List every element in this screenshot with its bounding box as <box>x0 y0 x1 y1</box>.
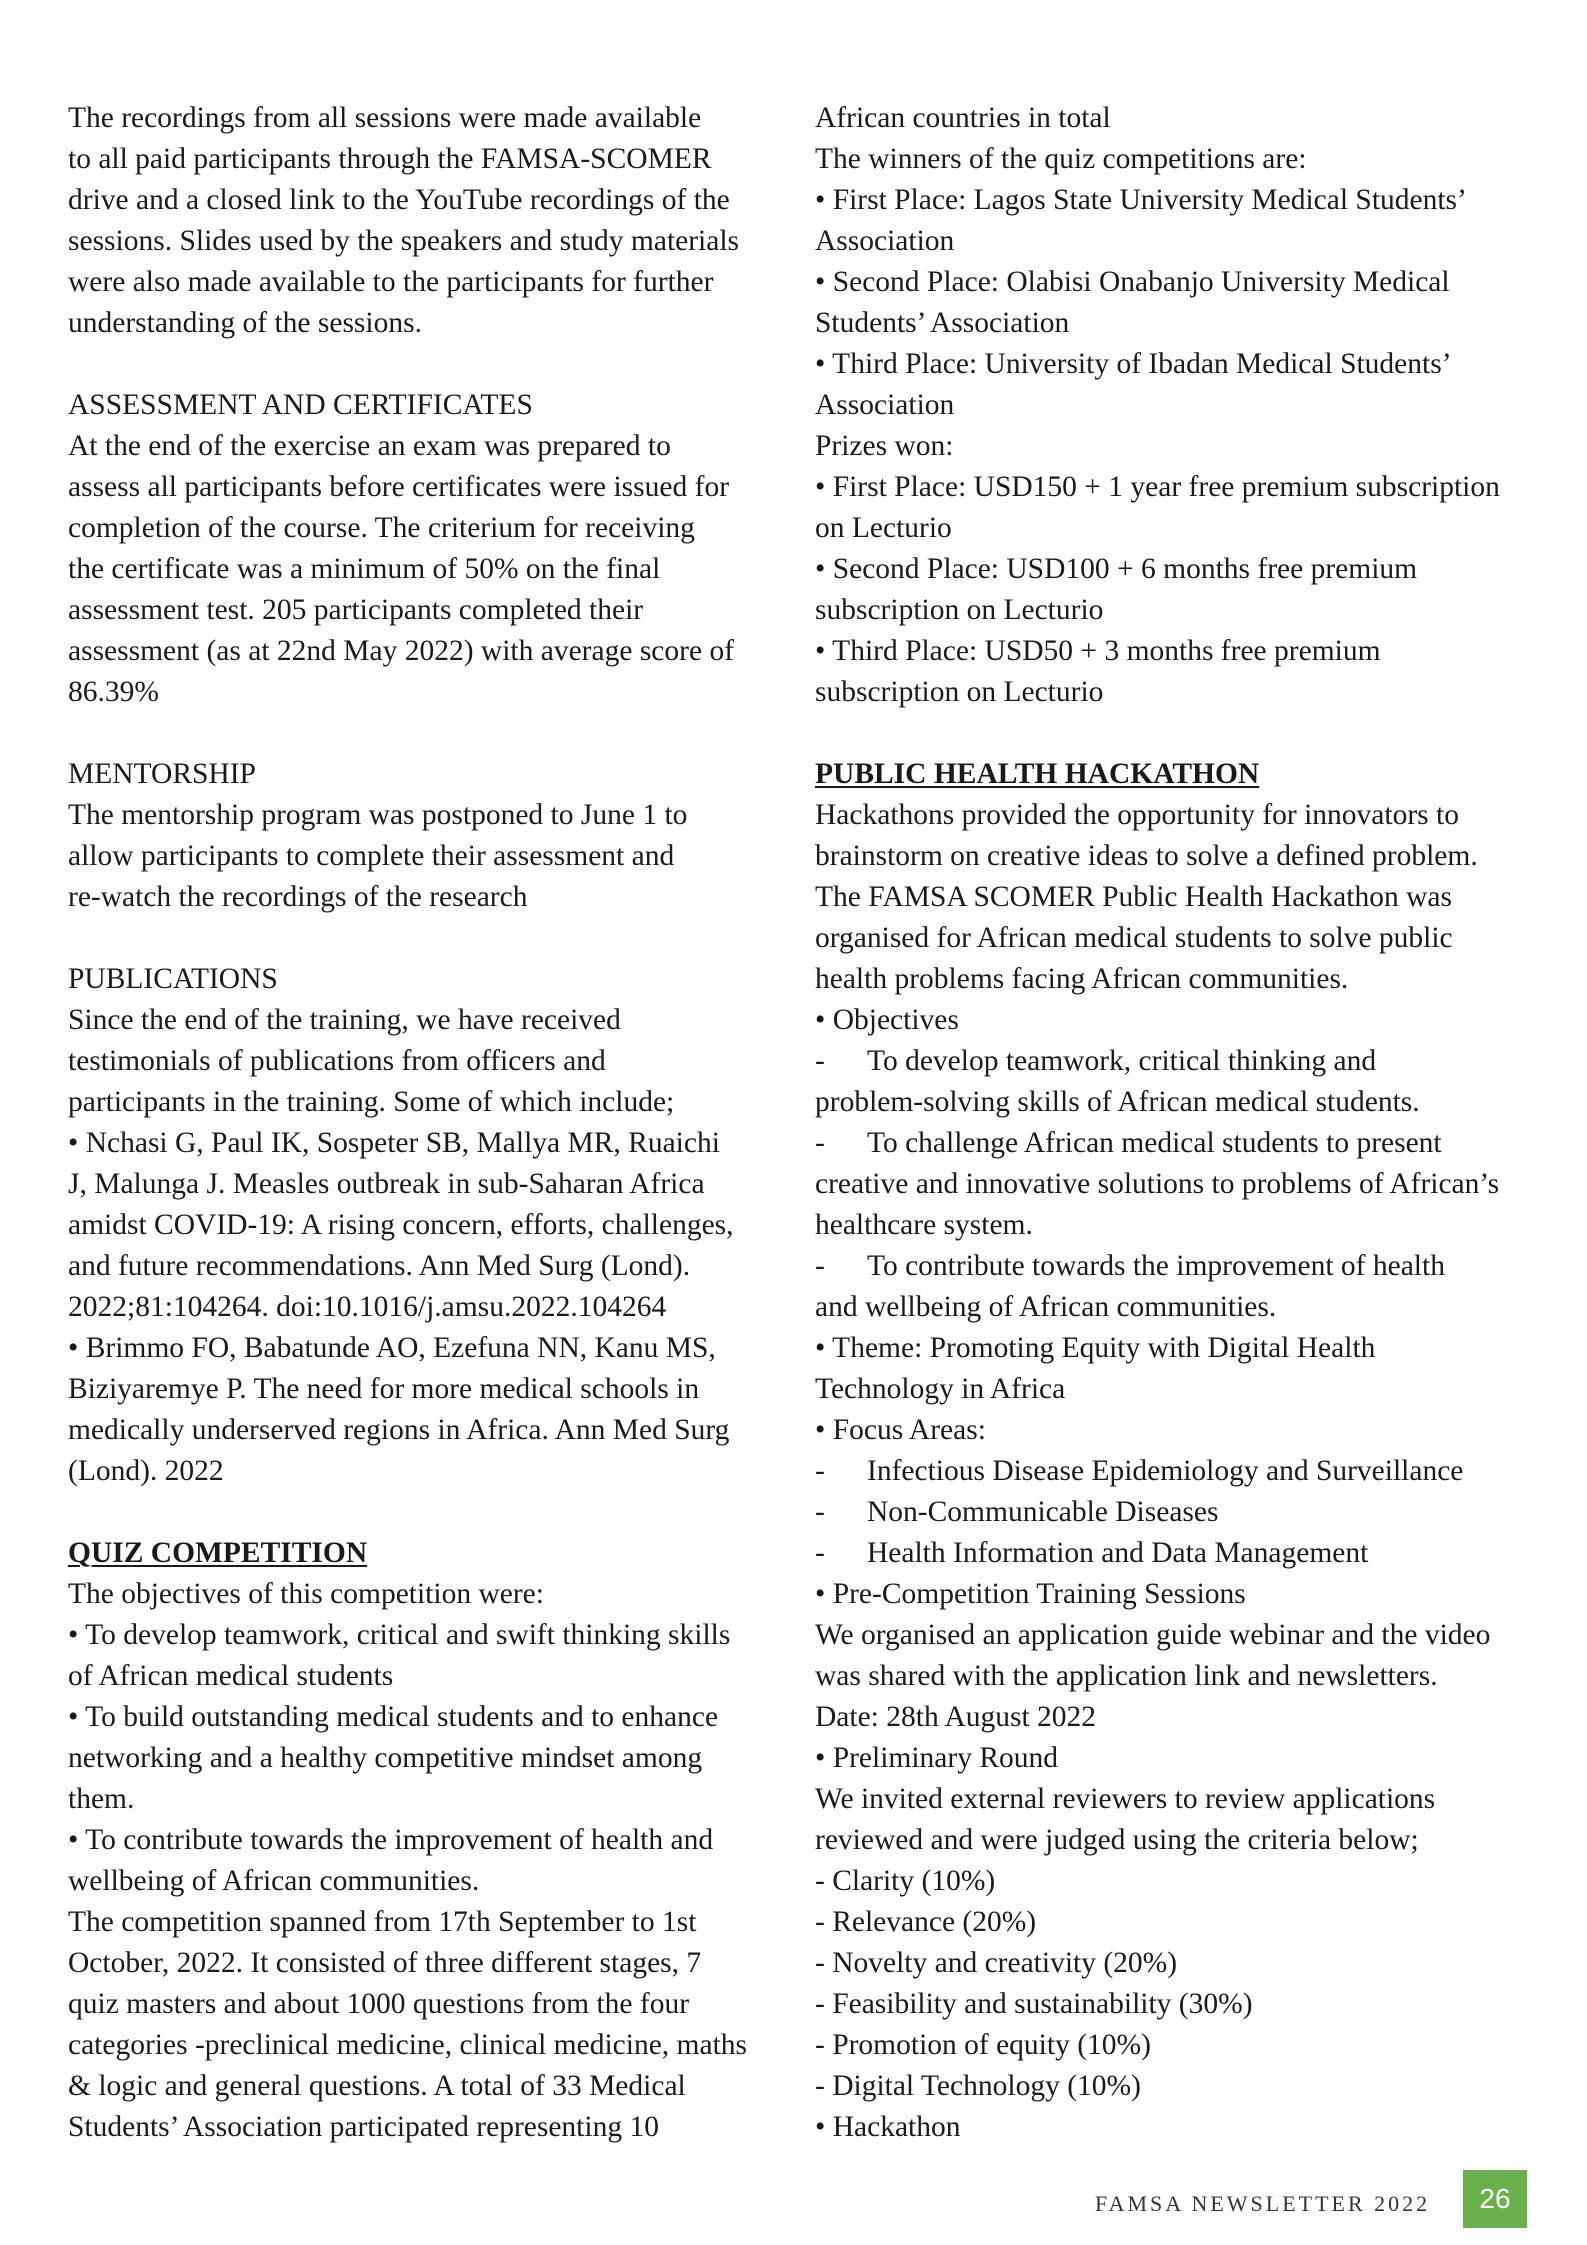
text-line: Technology in Africa <box>815 1373 1066 1405</box>
text-line: • Third Place: University of Ibadan Medical Students’ <box>815 348 1452 380</box>
text-line: testimonials of publications from officers and <box>68 1045 606 1077</box>
text-line: - Clarity (10%) <box>815 1865 996 1897</box>
text-line: The FAMSA SCOMER Public Health Hackathon was <box>815 881 1452 913</box>
objective-text: To develop teamwork, critical thinking and <box>867 1045 1377 1077</box>
text-line: • Preliminary Round <box>815 1742 1059 1774</box>
assessment-paragraph <box>68 426 798 713</box>
objective-continued: and wellbeing of African communities. <box>815 1291 1277 1323</box>
text-line: 86.39% <box>68 676 159 708</box>
objective-continued: problem-solving skills of African medical students. <box>815 1086 1420 1118</box>
text-line: (Lond). 2022 <box>68 1455 224 1487</box>
text-line: 2022;81:104264. doi:10.1016/j.amsu.2022.104264 <box>68 1291 667 1323</box>
text-line: The recordings from all sessions were made available <box>68 102 702 134</box>
text-line: organised for African medical students to solve public <box>815 922 1453 954</box>
text-line: - Relevance (20%) <box>815 1906 1037 1938</box>
text-line: completion of the course. The criterium for receiving <box>68 512 695 544</box>
text-line: - Novelty and creativity (20%) <box>815 1947 1178 1979</box>
focus-area-item <box>815 1533 1545 1574</box>
objective-text: To contribute towards the improvement of health <box>867 1250 1445 1282</box>
text-line: - Promotion of equity (10%) <box>815 2029 1151 2061</box>
text-line: • Third Place: USD50 + 3 months free premium <box>815 635 1381 667</box>
focus-area-text: Infectious Disease Epidemiology and Surveillance <box>867 1455 1464 1487</box>
dash: - <box>815 1045 825 1077</box>
dash: - <box>815 1250 825 1282</box>
dash: - <box>815 1537 825 1569</box>
text-line: sessions. Slides used by the speakers and study materials <box>68 225 740 257</box>
text-line: of African medical students <box>68 1660 394 1692</box>
text-line: • Second Place: Olabisi Onabanjo University Medical <box>815 266 1450 298</box>
text-line: re-watch the recordings of the research <box>68 881 528 913</box>
theme-block <box>815 1328 1545 1451</box>
text-line: • Focus Areas: <box>815 1414 986 1446</box>
text-line: The mentorship program was postponed to June 1 to <box>68 799 688 831</box>
objective-continued: creative and innovative solutions to problems of African’s healthcare system. <box>815 1168 1500 1241</box>
left-column <box>68 98 798 2148</box>
hackathon-heading: PUBLIC HEALTH HACKATHON <box>815 758 1260 790</box>
text-line: • To contribute towards the improvement of health and <box>68 1824 714 1856</box>
text-line: brainstorm on creative ideas to solve a defined problem. <box>815 840 1478 872</box>
text-line: to all paid participants through the FAMSA-SCOMER <box>68 143 712 175</box>
text-line: The winners of the quiz competitions are: <box>815 143 1307 175</box>
text-line: networking and a healthy competitive mindset among <box>68 1742 703 1774</box>
text-line: Students’ Association participated representing 10 <box>68 2111 659 2143</box>
text-line: • Theme: Promoting Equity with Digital Health <box>815 1332 1376 1364</box>
text-line: - Digital Technology (10%) <box>815 2070 1141 2102</box>
text-line: them. <box>68 1783 135 1815</box>
mentorship-paragraph <box>68 795 798 918</box>
text-line: subscription on Lecturio <box>815 676 1104 708</box>
focus-area-text: Health Information and Data Management <box>867 1537 1369 1569</box>
text-line: • To develop teamwork, critical and swift thinking skills <box>68 1619 731 1651</box>
text-line: The competition spanned from 17th September to 1st <box>68 1906 697 1938</box>
text-line: wellbeing of African communities. <box>68 1865 480 1897</box>
objective-item <box>815 1123 1545 1246</box>
text-line: Association <box>815 225 955 257</box>
publications-paragraph <box>68 1000 798 1492</box>
text-line: assessment test. 205 participants completed their <box>68 594 644 626</box>
focus-area-item <box>815 1451 1545 1492</box>
text-line: Hackathons provided the opportunity for innovators to <box>815 799 1459 831</box>
focus-area-item <box>815 1492 1545 1533</box>
objective-item <box>815 1246 1545 1328</box>
text-line: • Pre-Competition Training Sessions <box>815 1578 1246 1610</box>
text-line: categories -preclinical medicine, clinical medicine, maths <box>68 2029 748 2061</box>
text-line: • Nchasi G, Paul IK, Sospeter SB, Mallya MR, Ruaichi <box>68 1127 720 1159</box>
text-line: assessment (as at 22nd May 2022) with average score of <box>68 635 735 667</box>
text-line: was shared with the application link and newsletters. <box>815 1660 1438 1692</box>
text-line: • Hackathon <box>815 2111 961 2143</box>
text-line: medically underserved regions in Africa. Ann Med Surg <box>68 1414 730 1446</box>
dash: - <box>815 1455 825 1487</box>
text-line: The objectives of this competition were: <box>68 1578 544 1610</box>
text-line: subscription on Lecturio <box>815 594 1104 626</box>
text-line: Association <box>815 389 955 421</box>
publications-heading: PUBLICATIONS <box>68 963 278 995</box>
text-line: Date: 28th August 2022 <box>815 1701 1097 1733</box>
text-line: allow participants to complete their assessment and <box>68 840 675 872</box>
hackathon-intro <box>815 795 1545 1041</box>
text-line: • First Place: USD150 + 1 year free premium subscription <box>815 471 1500 503</box>
dash: - <box>815 1127 825 1159</box>
text-line: understanding of the sessions. <box>68 307 422 339</box>
assessment-heading: ASSESSMENT AND CERTIFICATES <box>68 389 533 421</box>
recordings-paragraph <box>68 98 798 344</box>
text-line: • Brimmo FO, Babatunde AO, Ezefuna NN, Kanu MS, <box>68 1332 716 1364</box>
text-line: quiz masters and about 1000 questions from the four <box>68 1988 690 2020</box>
text-line: We organised an application guide webinar and the video <box>815 1619 1491 1651</box>
focus-area-text: Non-Communicable Diseases <box>867 1496 1219 1528</box>
objectives-list <box>815 1041 1545 1328</box>
objective-text: To challenge African medical students to present <box>867 1127 1442 1159</box>
right-column <box>815 98 1545 2148</box>
focus-areas-list <box>815 1451 1545 1574</box>
text-line: • Objectives <box>815 1004 959 1036</box>
text-line: October, 2022. It consisted of three different stages, 7 <box>68 1947 702 1979</box>
text-line: • First Place: Lagos State University Medical Students’ <box>815 184 1467 216</box>
text-line: were also made available to the participants for further <box>68 266 714 298</box>
text-line: on Lecturio <box>815 512 952 544</box>
objective-item <box>815 1041 1545 1123</box>
dash: - <box>815 1496 825 1528</box>
quiz-heading: QUIZ COMPETITION <box>68 1537 368 1569</box>
text-line: J, Malunga J. Measles outbreak in sub-Saharan Africa <box>68 1168 705 1200</box>
text-line: health problems facing African communities. <box>815 963 1349 995</box>
text-line: At the end of the exercise an exam was prepared to <box>68 430 671 462</box>
quiz-paragraph <box>68 1574 798 2148</box>
text-line: reviewed and were judged using the criteria below; <box>815 1824 1419 1856</box>
text-line: African countries in total <box>815 102 1111 134</box>
text-line: assess all participants before certificates were issued for <box>68 471 730 503</box>
text-line: and future recommendations. Ann Med Surg (Lond). <box>68 1250 691 1282</box>
text-line: Students’ Association <box>815 307 1070 339</box>
text-line: Prizes won: <box>815 430 954 462</box>
text-line: • Second Place: USD100 + 6 months free premium <box>815 553 1418 585</box>
text-line: participants in the training. Some of which include; <box>68 1086 675 1118</box>
text-line: drive and a closed link to the YouTube recordings of the <box>68 184 730 216</box>
newsletter-footer: FAMSA NEWSLETTER 2022 <box>1095 2191 1431 2216</box>
hackathon-details <box>815 1574 1545 2148</box>
text-line: • To build outstanding medical students and to enhance <box>68 1701 719 1733</box>
text-line: Since the end of the training, we have received <box>68 1004 621 1036</box>
text-line: Biziyaremye P. The need for more medical schools in <box>68 1373 700 1405</box>
text-line: amidst COVID-19: A rising concern, efforts, challenges, <box>68 1209 734 1241</box>
text-line: the certificate was a minimum of 50% on the final <box>68 553 661 585</box>
text-line: - Feasibility and sustainability (30%) <box>815 1988 1253 2020</box>
page-number: 26 <box>1463 2170 1527 2228</box>
quiz-continued-paragraph <box>815 98 1545 713</box>
text-line: We invited external reviewers to review applications <box>815 1783 1436 1815</box>
mentorship-heading: MENTORSHIP <box>68 758 256 790</box>
text-line: & logic and general questions. A total of 33 Medical <box>68 2070 686 2102</box>
